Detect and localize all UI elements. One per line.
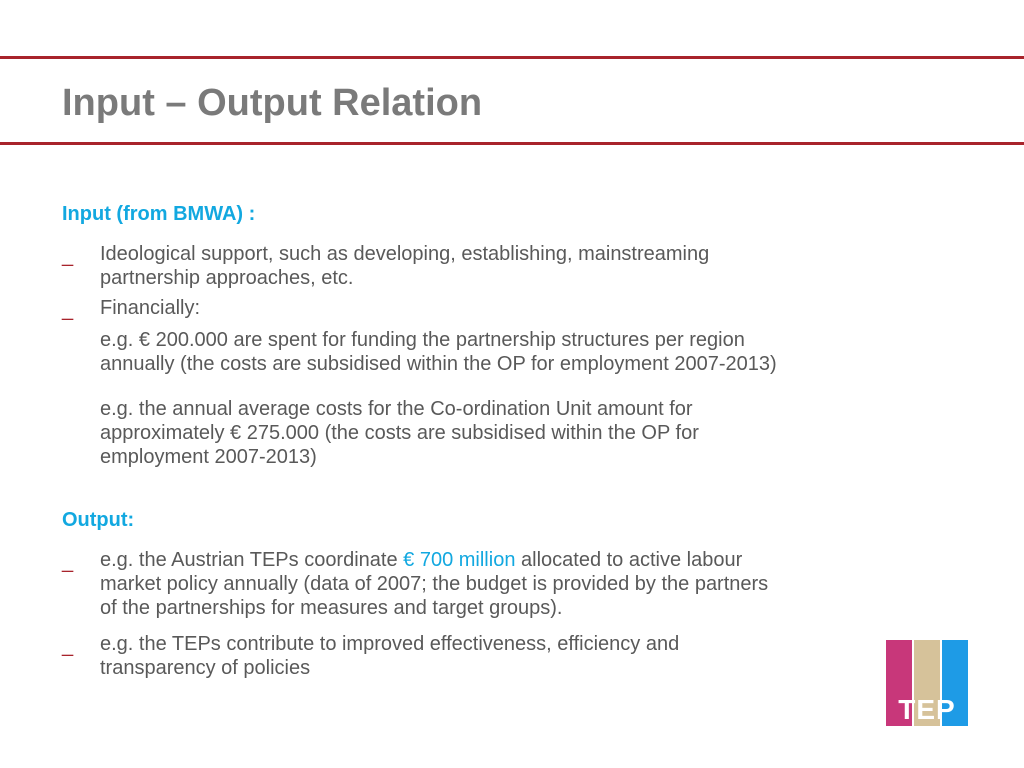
text-segment: allocated to active labour (515, 549, 743, 571)
top-divider (0, 56, 1024, 59)
text-line: transparency of policies (100, 657, 311, 679)
input-bullet-financially (100, 296, 980, 320)
text-line (100, 548, 980, 572)
bullet-marker: _ (62, 245, 74, 267)
output-bullet-budget (100, 548, 980, 620)
text-line: e.g. € 200.000 are spent for funding the partnership structures per region (100, 329, 745, 351)
text-line: approximately € 275.000 (the costs are subsidised within the OP for (100, 422, 699, 444)
tep-logo (886, 640, 968, 726)
text-line: Ideological support, such as developing, establishing, mainstreaming (100, 243, 710, 265)
text-line: Financially: (100, 297, 201, 319)
text-line: e.g. the TEPs contribute to improved effectiveness, efficiency and (100, 633, 680, 655)
bullet-marker: _ (62, 299, 74, 321)
text-line: e.g. the annual average costs for the Co-ordination Unit amount for (100, 398, 693, 420)
logo-wordmark: TEP (898, 694, 956, 725)
highlight-amount: € 700 million (403, 549, 516, 571)
input-example-coordination-unit (100, 397, 980, 469)
text-line: partnership approaches, etc. (100, 267, 354, 289)
input-heading: Input (from BMWA) : (62, 203, 256, 225)
output-bullet-effectiveness (100, 632, 860, 680)
bullet-marker: _ (62, 551, 74, 573)
slide-title: Input – Output Relation (62, 82, 483, 124)
input-example-regions (100, 328, 980, 376)
text-line: annually (the costs are subsidised within the OP for employment 2007-2013) (100, 353, 777, 375)
text-line: employment 2007-2013) (100, 446, 317, 468)
title-divider (0, 142, 1024, 145)
text-line: of the partnerships for measures and target groups). (100, 597, 563, 619)
output-heading: Output: (62, 509, 135, 531)
input-bullet-ideological (100, 242, 980, 290)
text-line: market policy annually (data of 2007; the budget is provided by the partners (100, 573, 769, 595)
bullet-marker: _ (62, 635, 74, 657)
text-segment: e.g. the Austrian TEPs coordinate (100, 549, 404, 571)
